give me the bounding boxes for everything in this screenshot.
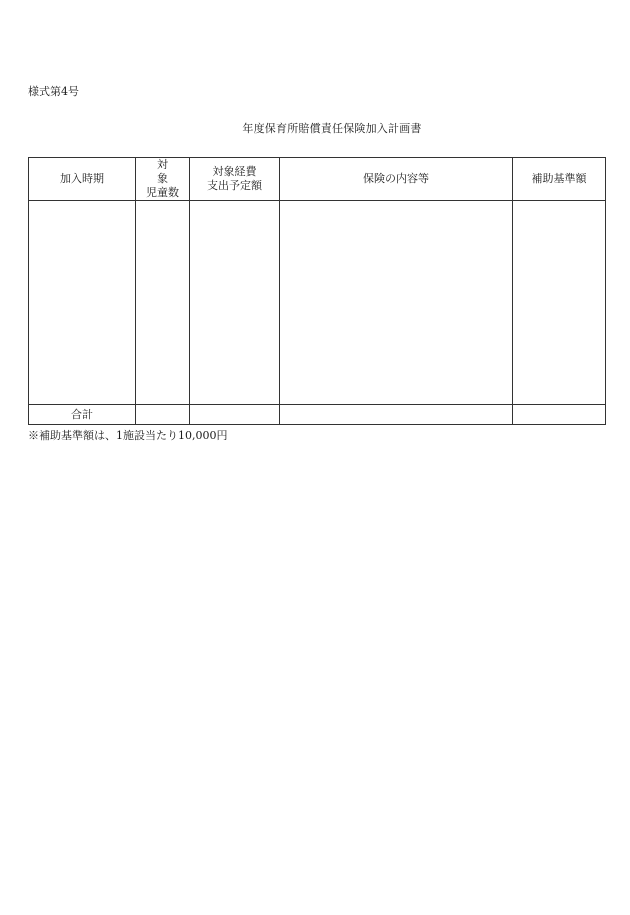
- header-target-expense-line1: 対象経費: [212, 165, 257, 178]
- total-subsidy-base: [513, 405, 606, 425]
- table-row: [29, 201, 606, 405]
- total-insurance-details: [280, 405, 513, 425]
- header-enrollment-period: 加入時期: [29, 158, 136, 201]
- total-target-children: [136, 405, 190, 425]
- footnote: ※補助基準額は、1施設当たり10,000円: [28, 429, 228, 442]
- cell-enrollment-period: [29, 201, 136, 405]
- cell-subsidy-base: [513, 201, 606, 405]
- cell-insurance-details: [280, 201, 513, 405]
- header-insurance-details: 保険の内容等: [280, 158, 513, 201]
- total-row: [29, 405, 606, 425]
- document-title: 年度保育所賠償責任保険加入計画書: [242, 122, 422, 135]
- total-label: 合計: [29, 405, 136, 425]
- cell-target-expense: [190, 201, 280, 405]
- form-number: 様式第4号: [28, 85, 79, 98]
- header-target-children: [136, 158, 190, 201]
- header-target-expense-line2: 支出予定額: [207, 179, 262, 192]
- total-target-expense: [190, 405, 280, 425]
- header-target-expense: [190, 158, 280, 201]
- cell-target-children: [136, 201, 190, 405]
- header-target-children-line2: 児童数: [146, 186, 179, 199]
- insurance-plan-table: [28, 157, 606, 425]
- table-header-row: [29, 158, 606, 201]
- header-target-children-line1: 対 象: [157, 158, 178, 185]
- header-subsidy-base: 補助基準額: [513, 158, 606, 201]
